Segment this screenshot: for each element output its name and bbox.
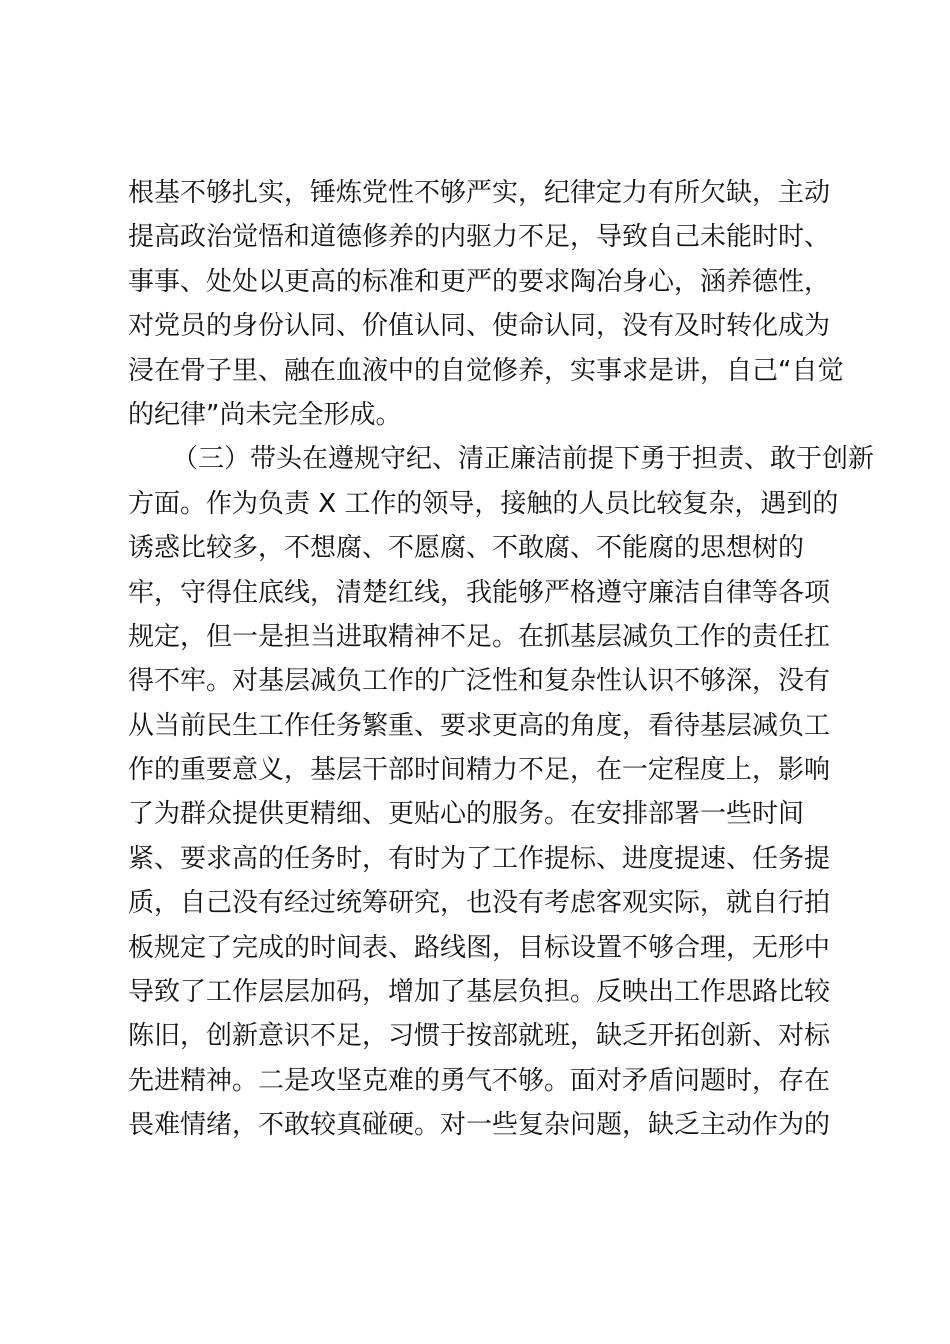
text-line: 陈旧，创新意识不足，习惯于按部就班，缺乏开拓创新、对标 bbox=[128, 1021, 831, 1052]
text-line: 提高政治觉悟和道德修养的内驱力不足，导致自己未能时时、 bbox=[128, 222, 831, 253]
text-line: 诱惑比较多，不想腐、不愿腐、不敢腐、不能腐的思想树的 bbox=[128, 533, 805, 564]
text-line: 事事、处处以更高的标准和更严的要求陶冶身心，涵养德性， bbox=[128, 266, 831, 297]
text-line: 对党员的身份认同、价值认同、使命认同，没有及时转化成为 bbox=[128, 311, 831, 342]
section-heading-line: （三）带头在遵规守纪、清正廉洁前提下勇于担责、敢于创新 bbox=[172, 444, 875, 475]
text-line: 浸在骨子里、融在血液中的自觉修养，实事求是讲，自己“自觉 bbox=[128, 355, 844, 386]
text-line: 作的重要意义，基层干部时间精力不足，在一定程度上，影响 bbox=[128, 755, 831, 786]
text-line: 了为群众提供更精细、更贴心的服务。在安排部署一些时间 bbox=[128, 799, 805, 830]
text-line: 紧、要求高的任务时，有时为了工作提标、进度提速、任务提 bbox=[128, 843, 831, 874]
text-line: 方面。作为负责 X 工作的领导，接触的人员比较复杂，遇到的 bbox=[128, 488, 839, 519]
text-line: 质，自己没有经过统筹研究，也没有考虑客观实际，就自行拍 bbox=[128, 888, 831, 919]
text-line: 先进精神。二是攻坚克难的勇气不够。面对矛盾问题时，存在 bbox=[128, 1065, 831, 1096]
text-line: 畏难情绪，不敢较真碰硬。对一些复杂问题，缺乏主动作为的 bbox=[128, 1110, 831, 1141]
text-line: 板规定了完成的时间表、路线图，目标设置不够合理，无形中 bbox=[128, 932, 831, 963]
text-line: 根基不够扎实，锤炼党性不够严实，纪律定力有所欠缺，主动 bbox=[128, 178, 831, 208]
text-line: 得不牢。对基层减负工作的广泛性和复杂性认识不够深，没有 bbox=[128, 666, 831, 697]
text-line: 导致了工作层层加码，增加了基层负担。反映出工作思路比较 bbox=[128, 977, 831, 1008]
text-line: 的纪律”尚未完全形成。 bbox=[128, 399, 402, 430]
text-line: 规定，但一是担当进取精神不足。在抓基层减负工作的责任扛 bbox=[128, 621, 831, 652]
document-body bbox=[128, 171, 875, 1148]
text-line: 从当前民生工作任务繁重、要求更高的角度，看待基层减负工 bbox=[128, 710, 831, 741]
text-line: 牢，守得住底线，清楚红线，我能够严格遵守廉洁自律等各项 bbox=[128, 577, 831, 608]
